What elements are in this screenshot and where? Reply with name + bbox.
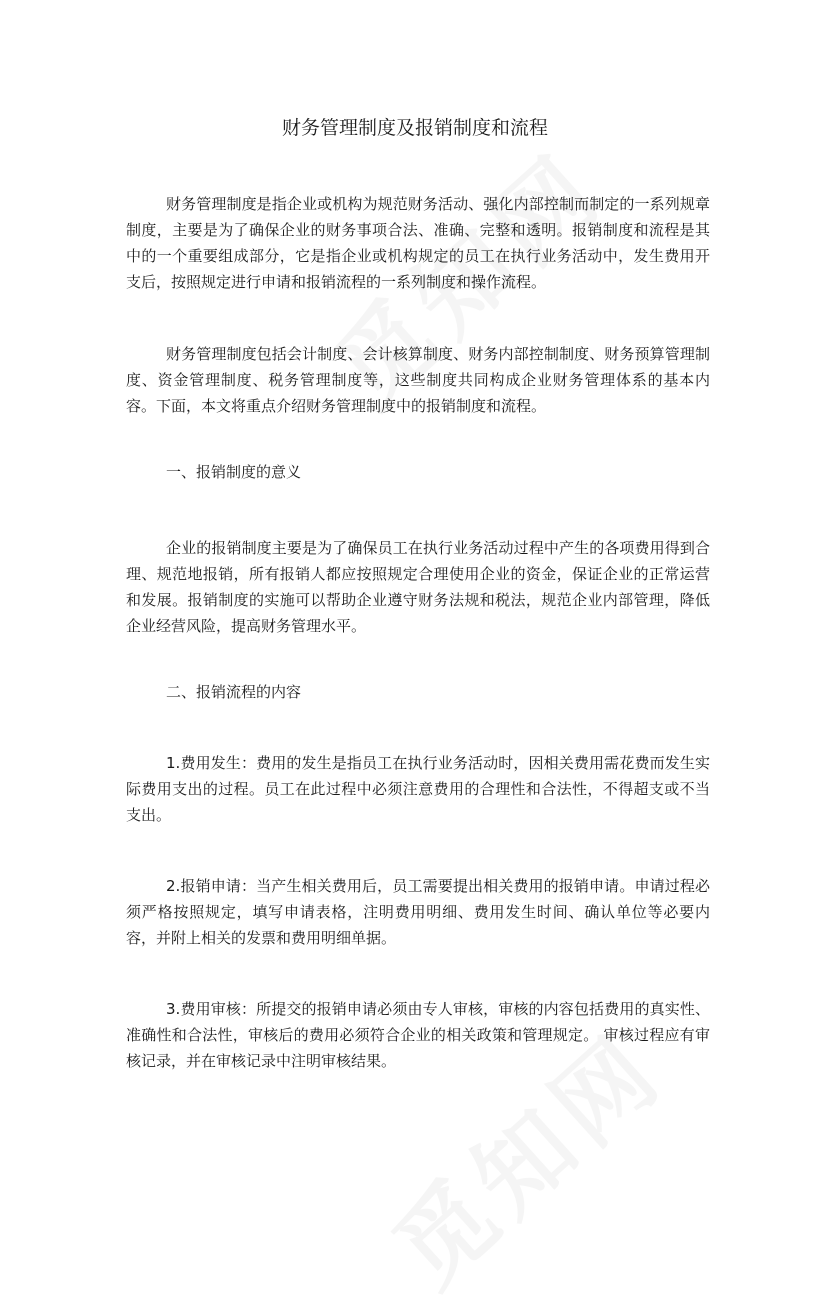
intro-paragraph: 财务管理制度是指企业或机构为规范财务活动、强化内部控制而制定的一系列规章制度，主要是为了确保企业的财务事项合法、准确、完整和透明。报销制度和流程是其中的一个重要组成部分，它是指企业或机构规定的员工在执行业务活动中，发生费用开支后，按照规定进行申请和报销流程的一系列制度和操作流程。: [126, 195, 710, 291]
step-expense-occurrence: 1.费用发生：费用的发生是指员工在执行业务活动时，因相关费用需花费而发生实际费用支出的过程。员工在此过程中必须注意费用的合理性和合法性，不得超支或不当支出。: [126, 754, 710, 824]
overview-paragraph: 财务管理制度包括会计制度、会计核算制度、财务内部控制制度、财务预算管理制度、资金管理制度、税务管理制度等，这些制度共同构成企业财务管理体系的基本内容。下面，本文将重点介绍财务管理制度中的报销制度和流程。: [126, 345, 710, 415]
section-heading-significance: 一、报销制度的意义: [166, 463, 302, 481]
document-title: 财务管理制度及报销制度和流程: [281, 117, 548, 139]
step-reimbursement-application: 2.报销申请：当产生相关费用后，员工需要提出相关费用的报销申请。申请过程必须严格按照规定，填写申请表格，注明费用明细、费用发生时间、确认单位等必要内容，并附上相关的发票和费用明细单据。: [126, 877, 710, 947]
step-expense-review: 3.费用审核：所提交的报销申请必须由专人审核，审核的内容包括费用的真实性、准确性和合法性，审核后的费用必须符合企业的相关政策和管理规定。 审核过程应有审核记录，并在审核记录中注明审核结果。: [126, 1000, 710, 1070]
significance-paragraph: 企业的报销制度主要是为了确保员工在执行业务活动过程中产生的各项费用得到合理、规范地报销，所有报销人都应按照规定合理使用企业的资金，保证企业的正常运营和发展。报销制度的实施可以帮助企业遵守财务法规和税法，规范企业内部管理，降低企业经营风险，提高财务管理水平。: [126, 539, 710, 635]
section-heading-process: 二、报销流程的内容: [166, 683, 302, 701]
